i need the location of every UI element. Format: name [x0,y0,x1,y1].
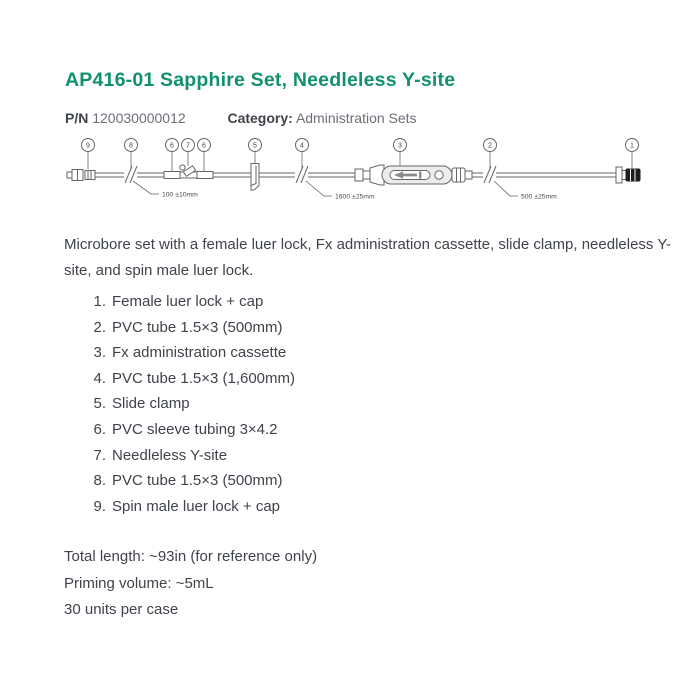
item-number: 9. [93,497,106,515]
priming-volume: Priming volume: ~5mL [64,574,214,592]
spin-male-luer-lock [67,170,95,181]
callout-3: 3 [398,142,402,150]
callout-4: 4 [300,142,304,150]
item-number: 5. [93,395,106,413]
product-description: Microbore set with a female luer lock, Fx administration cassette, slide clamp, needleless Y-site, and spin male luer lock. [64,236,671,279]
list-item [64,494,684,520]
dim-1600mm: 1600 ±25mm [335,193,375,201]
callout-leader-lines [88,152,632,172]
tube-break-2 [483,166,496,183]
units-per-case: 30 units per case [64,601,179,619]
item-number: 3. [93,344,106,362]
callout-2: 2 [488,142,492,150]
tube-break-4 [295,166,308,183]
dim-500mm: 500 ±25mm [521,193,557,201]
callout-9: 9 [86,142,90,150]
component-list [64,289,684,519]
pvc-sleeve-left [164,172,180,179]
page-title: AP416-01 Sapphire Set, Needleless Y-site [65,69,456,91]
callout-6b: 6 [202,142,206,150]
item-number: 8. [93,472,106,490]
tubing-set-drawing [60,135,660,207]
item-text: Slide clamp [112,395,190,413]
callout-8: 8 [129,142,133,150]
needleless-y-site [180,165,197,178]
list-item [64,289,684,315]
item-number: 7. [93,446,106,464]
list-item [64,366,684,392]
product-meta [65,109,684,127]
list-item [64,468,684,494]
item-text: PVC sleeve tubing 3×4.2 [112,420,278,438]
pn-value: 120030000012 [92,110,186,126]
pvc-sleeve-right [197,172,213,179]
total-length: Total length: ~93in (for reference only) [64,548,318,566]
item-text: Fx administration cassette [112,344,287,362]
list-item [64,391,684,417]
list-item [64,340,684,366]
summary-block [64,544,684,624]
pn-label: P/N [65,110,89,126]
item-text: Female luer lock + cap [112,293,264,310]
callout-5: 5 [253,142,257,150]
item-number: 1. [93,293,106,310]
slide-clamp [251,164,259,191]
callout-1: 1 [630,142,634,150]
list-item [64,315,684,341]
technical-diagram [60,135,684,207]
item-number: 2. [93,318,106,336]
dimension-annotations [133,181,557,201]
item-number: 6. [93,420,106,438]
item-text: PVC tube 1.5×3 (1,600mm) [112,369,296,387]
category-value: Administration Sets [295,110,417,126]
list-item [64,417,684,443]
callout-7: 7 [186,142,190,150]
callout-markers [82,139,639,152]
category-label: Category: [227,110,293,126]
item-text: PVC tube 1.5×3 (500mm) [112,318,283,336]
item-text: Spin male luer lock + cap [112,497,281,515]
item-text: Needleless Y-site [112,446,228,464]
fx-administration-cassette [355,165,472,185]
tube-break-8 [124,166,137,183]
list-item [64,443,684,469]
item-text: PVC tube 1.5×3 (500mm) [112,472,283,490]
item-number: 4. [93,369,106,387]
dim-100mm: 100 ±10mm [162,191,198,199]
female-luer-lock-cap [616,167,640,183]
callout-6a: 6 [170,142,174,150]
